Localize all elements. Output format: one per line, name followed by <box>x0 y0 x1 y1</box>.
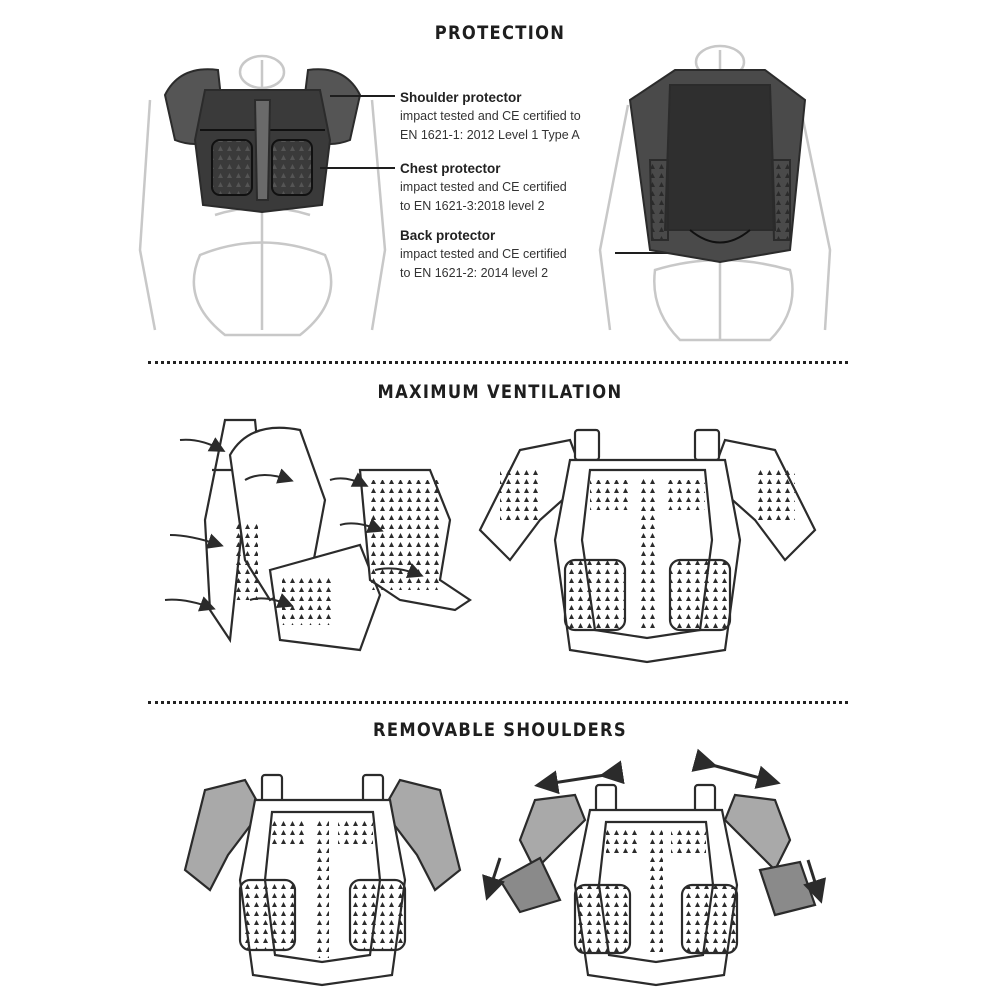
callout-title: Shoulder protector <box>400 90 522 105</box>
callout-text: impact tested and CE certified <box>400 180 567 194</box>
callout-text: EN 1621-1: 2012 Level 1 Type A <box>400 128 580 142</box>
callout-text: to EN 1621-3:2018 level 2 <box>400 199 545 213</box>
section-title-protection: PROTECTION <box>434 22 566 44</box>
callout-title: Back protector <box>400 228 496 243</box>
vest-exploded <box>205 420 470 650</box>
section-title-shoulders: REMOVABLE SHOULDERS <box>373 719 627 741</box>
vest-with-shoulders <box>185 775 460 985</box>
callout-text: impact tested and CE certified <box>400 247 567 261</box>
callout-text: impact tested and CE certified to <box>400 109 581 123</box>
vest-front-assembled <box>480 430 815 662</box>
section-title-ventilation: MAXIMUM VENTILATION <box>377 381 623 403</box>
callout-text: to EN 1621-2: 2014 level 2 <box>400 266 549 280</box>
vest-shoulders-removed <box>500 785 815 985</box>
back-protector <box>630 70 805 262</box>
callout-title: Chest protector <box>400 161 501 176</box>
chest-protector-front <box>165 69 360 212</box>
